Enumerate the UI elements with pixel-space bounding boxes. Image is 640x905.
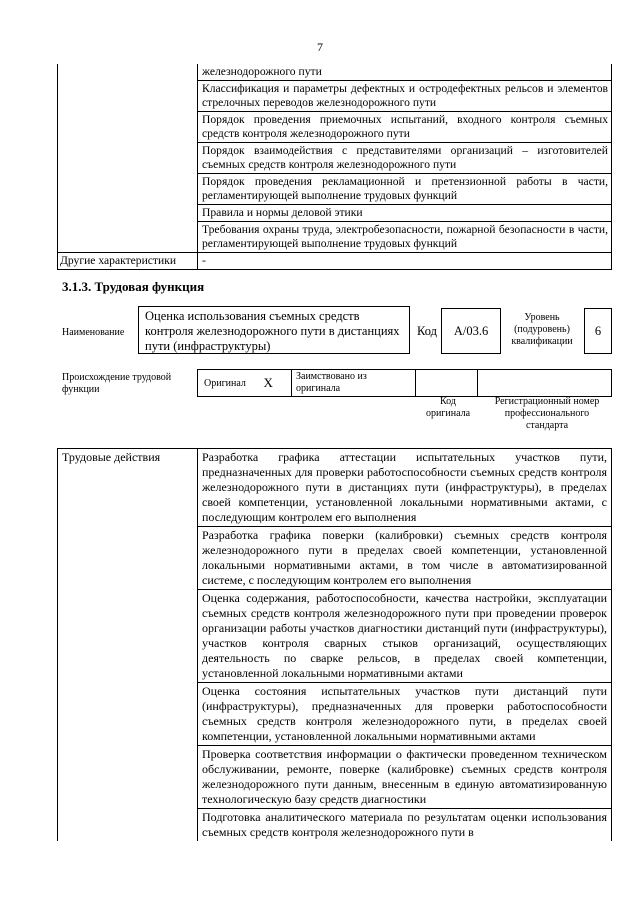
requirements-table — [57, 64, 612, 270]
labor-actions-table — [57, 448, 612, 841]
level-label: Уровень (подуровень) квалификации — [511, 312, 573, 347]
knowledge-item: Порядок взаимодействия с представителями организаций – изготовителей съемных средств контроля железнодорожного пути — [198, 143, 612, 174]
labor-action-item: Оценка состояния испытательных участков пути дистанций пути (инфраструктуры), предназначенных для проверки работоспособности съемных средств контроля железнодорожного пути, в пределах своей компетенции, установленной локальными нормативными актами — [198, 683, 612, 746]
original-mark-cell — [258, 370, 292, 397]
labor-action-item: Разработка графика аттестации испытательных участков пути, предназначенных для проверки работоспособности съемных средств контроля железнодорожного пути в дистанциях пути (инфраструктуры), в пределах своей компетенции, установленной локальными нормативными актами, с последующим контролем его выполнения — [198, 449, 612, 527]
origin-table — [197, 369, 612, 397]
labor-action-item: Подготовка аналитического материала по результатам оценки использования съемных средств контроля железнодорожного пути в — [198, 809, 612, 842]
knowledge-label-cell — [58, 64, 198, 253]
labor-action-item: Разработка графика поверки (калибровки) съемных средств контроля железнодорожного пути в пределах своей компетенции, установленной локальными нормативными актами, в том числе в автоматизированной системе, с последующим контролем его выполнения — [198, 527, 612, 590]
labor-actions-label: Трудовые действия — [58, 449, 198, 842]
original-mark: X — [263, 375, 273, 390]
knowledge-item: Правила и нормы деловой этики — [198, 205, 612, 222]
knowledge-item: Классификация и параметры дефектных и остродефектных рельсов и элементов стрелочных переводов железнодорожного пути — [198, 81, 612, 112]
other-characteristics-label: Другие характеристики — [58, 253, 198, 270]
original-cell — [198, 370, 258, 397]
section-title: 3.1.3. Трудовая функция — [62, 279, 205, 294]
borrowed-label: Заимствовано из оригинала — [296, 371, 367, 394]
reg-number-cell — [478, 370, 612, 397]
labor-action-item: Проверка соответствия информации о фактически проведенном техническом обслуживании, ремонте, поверке (калибровке) съемных средств контроля железнодорожного пути данным, внесенным в единую автоматизированную технологическую базу средств диагностики — [198, 746, 612, 809]
other-characteristics-value: - — [198, 253, 612, 270]
code-value: A/03.6 — [453, 323, 489, 338]
original-label: Оригинал — [204, 378, 246, 389]
knowledge-item: железнодорожного пути — [198, 64, 612, 81]
level-value: 6 — [594, 323, 602, 338]
level-box — [584, 308, 612, 354]
origin-label: Происхождение трудовой функции — [62, 372, 172, 395]
knowledge-item: Порядок проведения приемочных испытаний, входного контроля съемных средств контроля железнодорожного пути — [198, 112, 612, 143]
code-box — [441, 308, 501, 354]
original-code-caption: Код оригинала — [425, 396, 471, 419]
name-label: Наименование — [62, 327, 125, 338]
original-code-cell — [416, 370, 478, 397]
function-name-box — [138, 306, 410, 354]
labor-action-item: Оценка содержания, работоспособности, качества настройки, эксплуатации съемных средств контроля железнодорожного пути при проведении проверок организации работы участков диагностики дистанций пути (инфраструктуры), участков контроля сварных стыков организаций, осуществляющих деятельность по сварке рельсов, в пределах своей компетенции, установленной локальными нормативными актами — [198, 590, 612, 683]
knowledge-item: Порядок проведения рекламационной и претензионной работы в части, регламентирующей выполнение трудовых функций — [198, 174, 612, 205]
knowledge-item: Требования охраны труда, электробезопасности, пожарной безопасности в части, регламентирующей выполнение трудовых функций — [198, 222, 612, 253]
reg-number-caption: Регистрационный номер профессионального стандарта — [494, 396, 600, 431]
code-label: Код — [417, 324, 437, 338]
function-name: Оценка использования съемных средств контроля железнодорожного пути в дистанциях пути (инфраструктуры) — [145, 309, 400, 353]
borrowed-cell — [292, 370, 416, 397]
page-number: 7 — [317, 40, 323, 54]
